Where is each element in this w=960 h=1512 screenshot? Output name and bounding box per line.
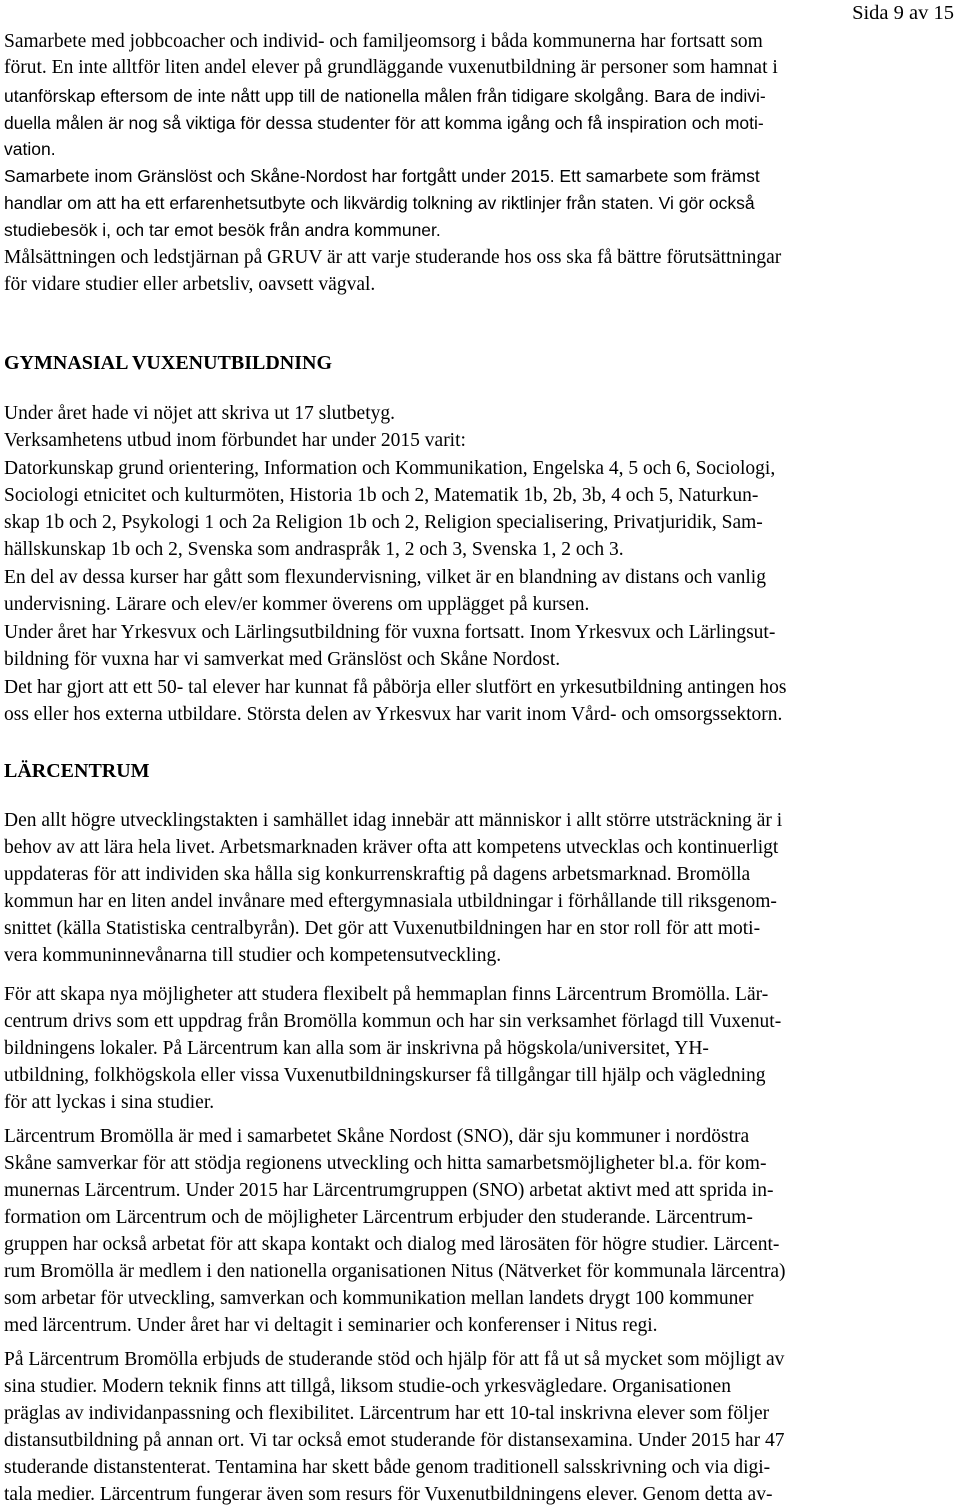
- text-line: tala medier. Lärcentrum fungerar även som resurs för Vuxenutbildningens elever. Genom detta av-: [4, 1484, 773, 1505]
- text-line: vation.: [4, 139, 56, 159]
- text-line: duella målen är nog så viktiga för dessa studenter för att komma igång och få inspiration och moti-: [4, 113, 764, 133]
- text-line: formation om Lärcentrum och de möjligheter Lärcentrum erbjuder den studerande. Lärcentrum-: [4, 1207, 753, 1228]
- text-line: För att skapa nya möjligheter att studera flexibelt på hemmaplan finns Lärcentrum Bromölla. Lär-: [4, 984, 769, 1005]
- text-line: behov av att lära hela livet. Arbetsmarknaden kräver ofta att kompetens utvecklas och kontinuerligt: [4, 837, 779, 858]
- text-line: med lärcentrum. Under året har vi deltagit i seminarier och konferenser i Nitus regi.: [4, 1315, 658, 1336]
- text-line: präglas av individanpassning och flexibilitet. Lärcentrum har ett 10-tal inskrivna elever som följer: [4, 1403, 770, 1424]
- text-line: hällskunskap 1b och 2, Svenska som andraspråk 1, 2 och 3, Svenska 1, 2 och 3.: [4, 539, 624, 560]
- text-line: för att lyckas i sina studier.: [4, 1092, 215, 1113]
- text-line: rum Bromölla är medlem i den nationella organisationen Nitus (Nätverket för kommunala lärcentra): [4, 1261, 786, 1282]
- text-line: bildning för vuxna har vi samverkat med Gränslöst och Skåne Nordost.: [4, 649, 561, 670]
- text-line: utanförskap eftersom de inte nått upp till de nationella målen från tidigare skolgång. Bara de indivi-: [4, 86, 766, 106]
- text-line: Skåne samverkar för att stödja regionens utveckling och hitta samarbetsmöjligheter bl.a. för kom-: [4, 1153, 767, 1174]
- text-line: Under året hade vi nöjet att skriva ut 17 slutbetyg.: [4, 403, 395, 424]
- text-line: för vidare studier eller arbetsliv, oavsett vägval.: [4, 274, 376, 295]
- text-line: studiebesök i, och tar emot besök från andra kommuner.: [4, 220, 441, 240]
- text-line: oss eller hos externa utbildare. Största delen av Yrkesvux har varit inom Vård- och omsorgssektorn.: [4, 704, 783, 725]
- text-line: studerande distanstenterat. Tentamina har skett både genom traditionell salsskrivning och via digi-: [4, 1457, 771, 1478]
- text-line: Den allt högre utvecklingstakten i samhället idag innebär att människor i allt större utsträckning är i: [4, 810, 783, 831]
- text-line: vera kommuninnevånarna till studier och kompetensutveckling.: [4, 945, 502, 966]
- text-line: bildningens lokaler. På Lärcentrum kan alla som är inskrivna på högskola/universitet, YH-: [4, 1038, 709, 1059]
- text-line: skap 1b och 2, Psykologi 1 och 2a Religion 1b och 2, Religion specialisering, Privatjuridik, Sam-: [4, 512, 763, 533]
- text-line: En del av dessa kurser har gått som flexundervisning, vilket är en blandning av distans och vanlig: [4, 567, 766, 588]
- section-heading: GYMNASIAL VUXENUTBILDNING: [4, 352, 333, 374]
- text-line: Målsättningen och ledstjärnan på GRUV är att varje studerande hos oss ska få bättre förutsättningar: [4, 247, 782, 268]
- text-line: gruppen har också arbetat för att skapa kontakt och dialog med lärosäten för högre studier. Lärcent-: [4, 1234, 780, 1255]
- text-line: förut. En inte alltför liten andel elever på grundläggande vuxenutbildning är personer som hamnat i: [4, 57, 778, 78]
- section-heading: LÄRCENTRUM: [4, 760, 150, 782]
- text-line: centrum drivs som ett uppdrag från Bromölla kommun och har sin verksamhet förlagd till Vuxenut-: [4, 1011, 782, 1032]
- text-line: munernas Lärcentrum. Under 2015 har Lärcentrumgruppen (SNO) arbetat aktivt med att sprida in-: [4, 1180, 774, 1201]
- text-line: Sociologi etnicitet och kulturmöten, Historia 1b och 2, Matematik 1b, 2b, 3b, 4 och 5, Naturkun-: [4, 485, 759, 506]
- page-number: Sida 9 av 15: [852, 2, 954, 24]
- text-line: distansutbildning på annan ort. Vi tar också emot studerande för distansexamina. Under 2015 har 47: [4, 1430, 785, 1451]
- text-line: kommun har en liten andel invånare med eftergymnasiala utbildningar i förhållande till riksgenom-: [4, 891, 777, 912]
- text-line: snittet (källa Statistiska centralbyrån). Det gör att Vuxenutbildningen har en stor roll för att moti-: [4, 918, 761, 939]
- text-line: undervisning. Lärare och elev/er kommer överens om upplägget på kursen.: [4, 594, 590, 615]
- text-line: Samarbete med jobbcoacher och individ- och familjeomsorg i båda kommunerna har fortsatt som: [4, 31, 763, 52]
- text-line: Verksamhetens utbud inom förbundet har under 2015 varit:: [4, 430, 466, 451]
- text-line: sina studier. Modern teknik finns att tillgå, liksom studie-och yrkesvägledare. Organisationen: [4, 1376, 731, 1397]
- text-line: Det har gjort att ett 50- tal elever har kunnat få påbörja eller slutfört en yrkesutbildning antingen hos: [4, 677, 787, 698]
- text-line: Samarbete inom Gränslöst och Skåne-Nordost har fortgått under 2015. Ett samarbete som främst: [4, 166, 760, 186]
- text-line: På Lärcentrum Bromölla erbjuds de studerande stöd och hjälp för att få ut så mycket som möjligt av: [4, 1349, 785, 1370]
- text-line: Datorkunskap grund orientering, Information och Kommunikation, Engelska 4, 5 och 6, Sociologi,: [4, 458, 776, 479]
- text-line: Lärcentrum Bromölla är med i samarbetet Skåne Nordost (SNO), där sju kommuner i nordöstra: [4, 1126, 750, 1147]
- text-line: handlar om att ha ett erfarenhetsutbyte och likvärdig tolkning av riktlinjer från staten. Vi gör också: [4, 193, 755, 213]
- text-line: som arbetar för utveckling, samverkan och kommunikation mellan landets drygt 100 kommuner: [4, 1288, 754, 1309]
- text-line: Under året har Yrkesvux och Lärlingsutbildning för vuxna fortsatt. Inom Yrkesvux och Lärlingsut-: [4, 622, 776, 643]
- text-line: uppdateras för att individen ska hålla sig konkurrenskraftig på dagens arbetsmarknad. Bromölla: [4, 864, 751, 885]
- text-line: utbildning, folkhögskola eller vissa Vuxenutbildningskurser få tillgångar till hjälp och vägledning: [4, 1065, 766, 1086]
